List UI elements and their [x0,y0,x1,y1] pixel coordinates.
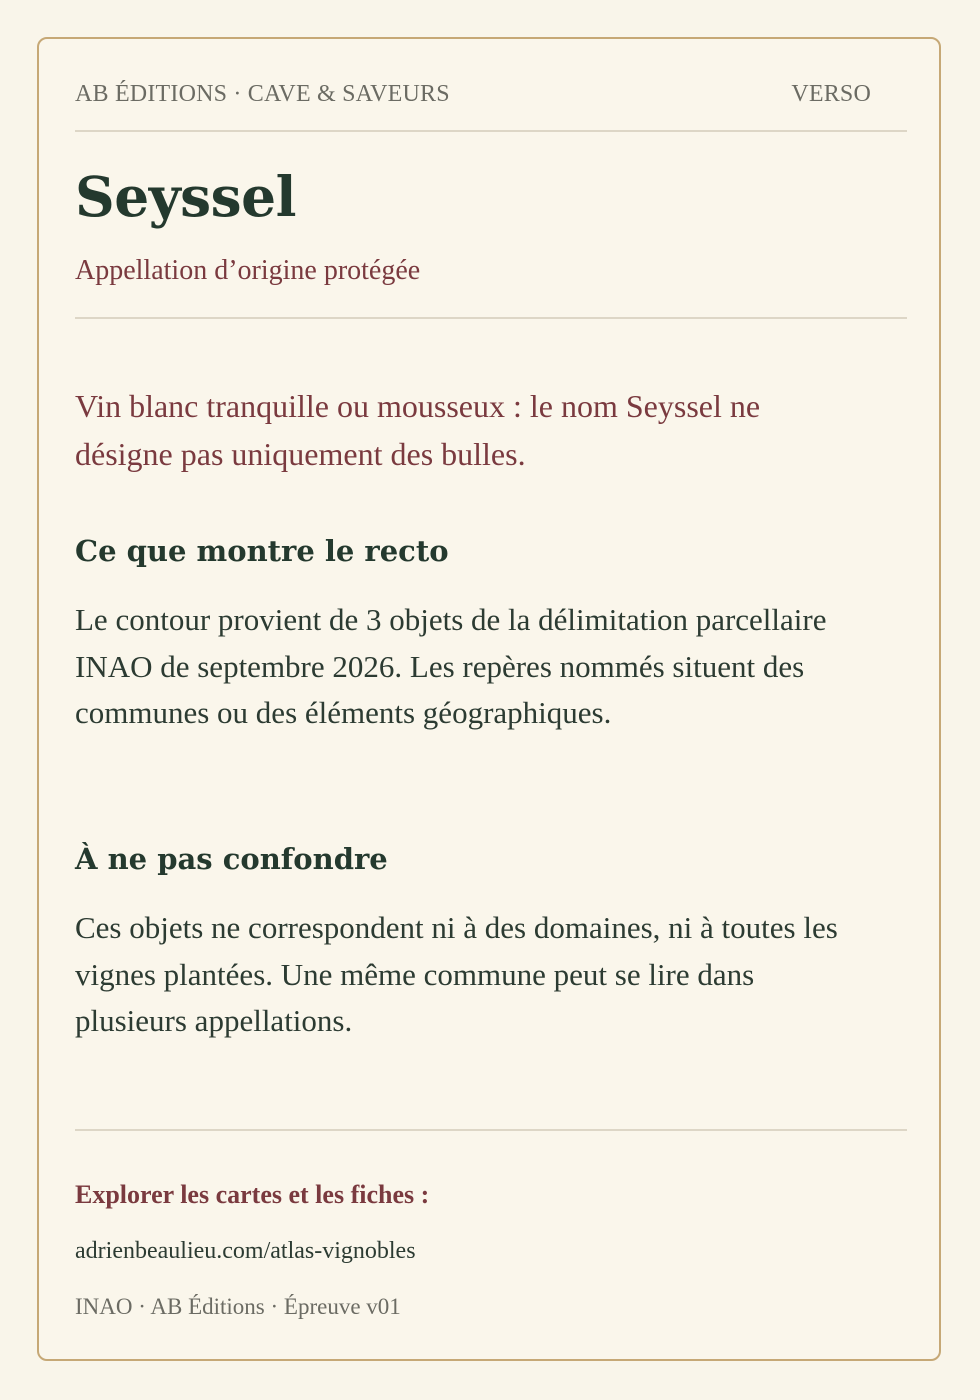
atlas-link[interactable]: adrienbeaulieu.com/atlas-vignobles [75,1238,416,1264]
section-text-confusion: Ces objets ne correspondent ni à des domaines, ni à toutes les vignes plantées. Une même commune peut se lire dans plusieurs appellations. [75,910,838,1038]
side-label: VERSO [791,81,871,107]
publisher-label: AB ÉDITIONS · CAVE & SAVEURS [75,81,450,107]
explore-label: Explorer les cartes et les fiches : [75,1180,430,1209]
appellation-subtitle: Appellation d’origine protégée [75,255,421,286]
section-text-recto: Le contour provient de 3 objets de la délimitation parcellaire INAO de septembre 2026. Les repères nommés situent des communes ou des éléments géographiques. [75,602,827,730]
section-heading-confusion: À ne pas confondre [75,842,388,876]
appellation-title: Seyssel [75,164,296,229]
card-header [75,81,871,108]
section-heading-recto: Ce que montre le recto [75,534,449,568]
verso-card [37,37,941,1361]
lead-paragraph: Vin blanc tranquille ou mousseux : le nom Seyssel ne désigne pas uniquement des bulles. [75,388,761,472]
title-divider [75,317,907,319]
footer-divider [75,1129,907,1131]
footer-credits: INAO · AB Éditions · Épreuve v01 [75,1294,401,1319]
header-divider [75,130,907,132]
